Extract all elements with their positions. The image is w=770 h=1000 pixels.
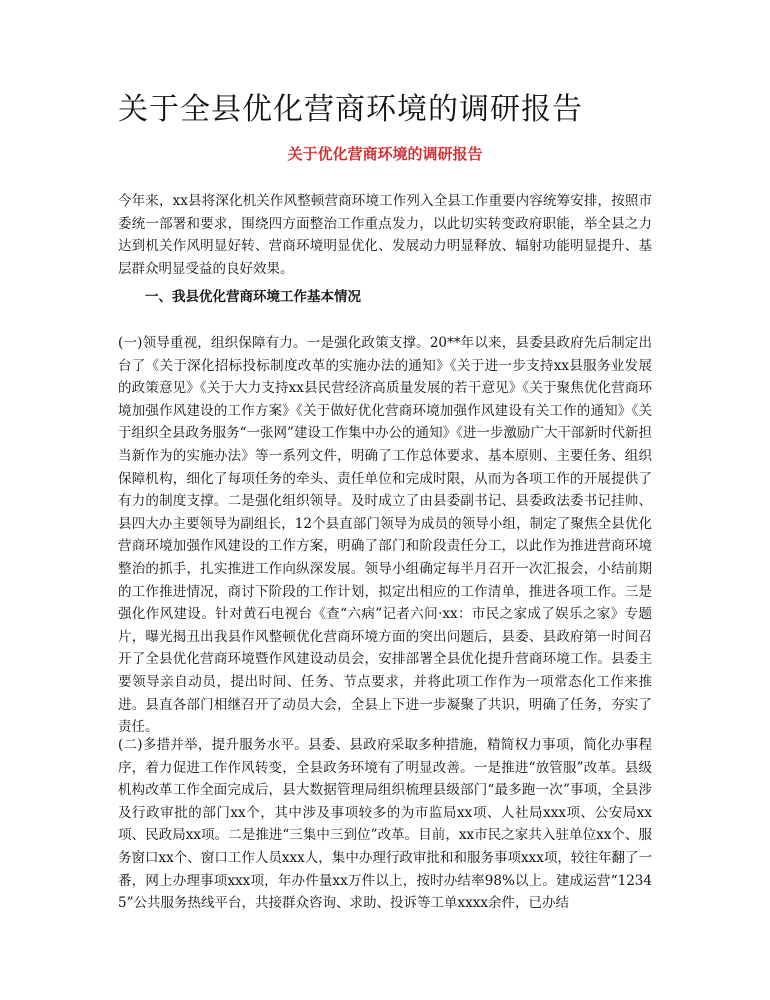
body-paragraph-1: (一)领导重视，组织保障有力。一是强化政策支撑。20**年以来，县委县政府先后制定出台了《关于深化招标投标制度改革的实施办法的通知》《关于进一步支持xx县服务业发展的政策意见》《关于大力支持xx县民营经济高质量发展的若干意见》《关于聚焦优化营商环境加强作风建设的工作方案》《关于做好优化营商环境加强作风建设有关工作的通知》《关于组织全县政务服务“一张网”建设工作集中办公的通知》《进一步激励广大干部新时代新担当新作为的实施办法》等一系列文件，明确了工作总体要求、基本原则、主要任务、组织保障机构，细化了每项任务的牵头、责任单位和完成时限，从而为各项工作的开展提供了有力的制度支撑。二是强化组织领导。及时成立了由县委副书记、县委政法委书记挂帅、县四大办主要领导为副组长，12个县直部门领导为成员的领导小组，制定了聚焦全县优化营商环境加强作风建设的工作方案，明确了部门和阶段责任分工，以此作为推进营商环境整治的抓手，扎实推进工作向纵深发展。领导小组确定每半月召开一次汇报会，小结前期的工作推进情况，商讨下阶段的工作计划，拟定出相应的工作清单，推进各项工作。三是强化作风建设。针对黄石电视台《查“六病”记者六问·xx：市民之家成了娱乐之家》专题片，曝光揭丑出我县作风整顿优化营商环境方面的突出问题后，县委、县政府第一时间召开了全县优化营商环境暨作风建设动员会，安排部署全县优化提升营商环境工作。县委主要领导亲自动员，提出时间、任务、节点要求，并将此项工作作为一项常态化工作来推进。县直各部门相继召开了动员大会，全县上下进一步凝聚了共识，明确了任务，夯实了责任。	[118, 335, 652, 736]
document-title: 关于全县优化营商环境的调研报告	[118, 92, 583, 127]
document-subtitle: 关于优化营商环境的调研报告	[287, 145, 483, 163]
intro-paragraph: 今年来，xx县将深化机关作风整顿营商环境工作列入全县工作重要内容统筹安排，按照市委统一部署和要求，围绕四方面整治工作重点发力，以此切实转变政府职能，举全县之力达到机关作风明显好转、营商环境明显优化、发展动力明显释放、辐射功能明显提升、基层群众明显受益的良好效果。	[118, 193, 652, 277]
paragraph-block-1	[118, 332, 652, 739]
intro-paragraph-block	[118, 190, 652, 280]
body-paragraph-2: (二)多措并举，提升服务水平。县委、县政府采取多种措施，精简权力事项，简化办事程序，着力促进工作作风转变，全县政务环境有了明显改善。一是推进“放管服”改革。县级机构改革工作全面完成后，县大数据管理局组织梳理县级部门“最多跑一次”事项，全县涉及行政审批的部门xx个，其中涉及事项较多的为市监局xx项、人社局xxx项、公安局xx项、民政局xx项。二是推进“三集中三到位”改革。目前，xx市民之家共入驻单位xx个、服务窗口xx个、窗口工作人员xxx人，集中办理行政审批和和服务事项xxx项，较往年翻了一番，网上办理事项xxx项，年办件量xx万件以上，按时办结率98%以上。建成运营“12345”公共服务热线平台，共接群众咨询、求助、投诉等工单xxxx余件，已办结	[118, 737, 652, 912]
paragraph-block-2	[118, 734, 652, 915]
section-heading: 一、我县优化营商环境工作基本情况	[145, 289, 361, 305]
